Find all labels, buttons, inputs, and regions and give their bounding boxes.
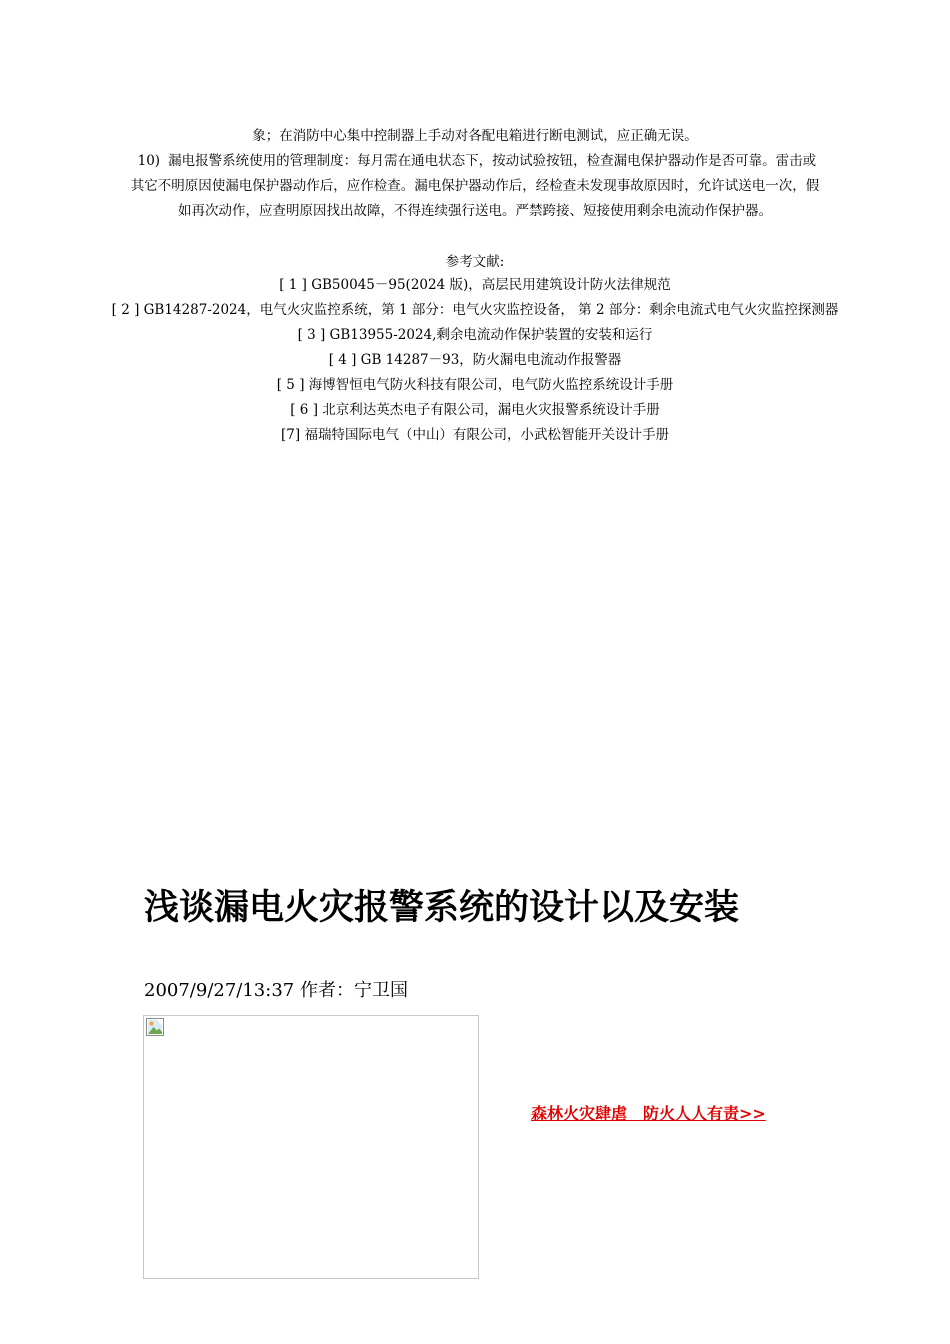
item-10-paragraph — [108, 149, 842, 224]
item-10-line-3: 如再次动作，应查明原因找出故障，不得连续强行送电。严禁跨接、短接使用剩余电流动作保护器。 — [178, 203, 772, 219]
item-10-number: 10) — [137, 153, 161, 169]
article-title: 浅谈漏电火灾报警系统的设计以及安装 — [144, 888, 740, 928]
intro-paragraph — [108, 124, 842, 149]
reference-item: [ 5 ] 海博智恒电气防火科技有限公司，电气防火监控系统设计手册 — [276, 377, 674, 393]
references-title: 参考文献: — [445, 254, 505, 270]
reference-item: [ 2 ] GB14287-2024，电气火灾监控系统，第 1 部分：电气火灾监控设备， 第 2 部分：剩余电流式电气火灾监控探测器 — [111, 302, 839, 318]
reference-item: [ 6 ] 北京利达英杰电子有限公司，漏电火灾报警系统设计手册 — [290, 402, 660, 418]
reference-item: [7] 福瑞特国际电气（中山）有限公司，小武松智能开关设计手册 — [281, 427, 669, 443]
reference-item: [ 1 ] GB50045－95(2024 版)，高层民用建筑设计防火法律规范 — [279, 277, 671, 293]
item-10-text-1: 漏电报警系统使用的管理制度：每月需在通电状态下，按动试验按钮，检查漏电保护器动作是否可靠。雷击或 — [168, 153, 817, 169]
reference-item: [ 4 ] GB 14287－93，防火漏电电流动作报警器 — [328, 352, 622, 368]
broken-image-icon — [146, 1018, 164, 1036]
reference-item: [ 3 ] GB13955-2024,剩余电流动作保护装置的安装和运行 — [297, 327, 653, 343]
intro-line: 象；在消防中心集中控制器上手动对各配电箱进行断电测试，应正确无误。 — [252, 128, 698, 144]
references-heading — [108, 250, 842, 275]
references-list — [108, 273, 842, 448]
forest-fire-promo-link[interactable]: 森林火灾肆虐 防火人人有责>> — [531, 1104, 766, 1123]
article-image-placeholder — [143, 1015, 479, 1279]
item-10-line-2: 其它不明原因使漏电保护器动作后，应作检查。漏电保护器动作后，经检查未发现事故原因时，允许试送电一次，假 — [130, 178, 820, 194]
item-10-line-1 — [108, 149, 842, 174]
article-meta: 2007/9/27/13:37 作者：宁卫国 — [144, 980, 408, 1001]
